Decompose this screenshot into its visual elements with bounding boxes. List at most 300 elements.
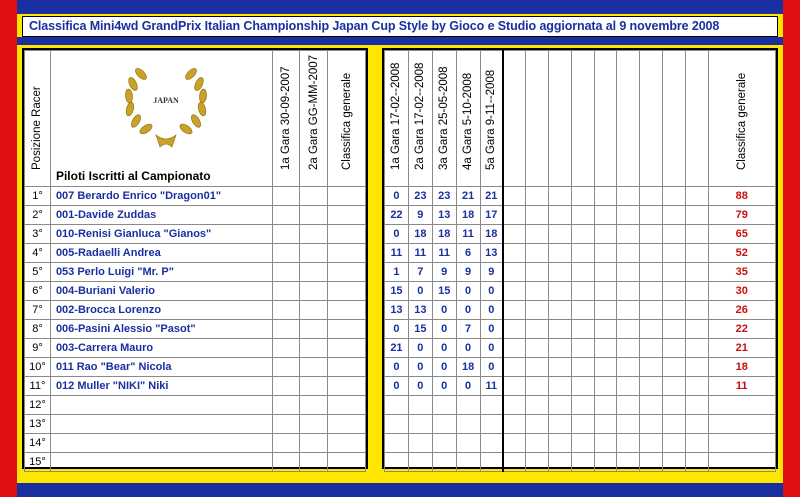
empty-cell	[571, 320, 594, 339]
race5-score-cell: 21	[480, 187, 503, 206]
race5-score-cell: 0	[480, 320, 503, 339]
position-header-label: Posizione Racer	[31, 86, 44, 170]
position-cell: 6°	[25, 282, 51, 301]
table-row	[25, 377, 366, 396]
title-bar	[22, 16, 778, 37]
empty-cell	[662, 282, 685, 301]
race2-2007-cell	[300, 282, 328, 301]
empty-cell	[617, 282, 640, 301]
empty-cell	[685, 244, 708, 263]
race3-score-cell	[432, 453, 456, 472]
empty-cell	[640, 453, 663, 472]
race3-score-cell: 0	[432, 377, 456, 396]
table-row	[385, 453, 776, 472]
empty-cell	[617, 320, 640, 339]
empty-cell	[526, 415, 549, 434]
overall-2007-header	[328, 51, 366, 187]
race1-score-cell: 0	[385, 377, 409, 396]
table-row	[385, 358, 776, 377]
race5-header	[480, 51, 503, 187]
empty-cell	[549, 358, 572, 377]
race2-score-cell: 11	[408, 244, 432, 263]
empty-cell	[685, 263, 708, 282]
red-border-right	[783, 0, 800, 497]
empty-cell	[503, 434, 526, 453]
empty-cell	[685, 320, 708, 339]
race3-header-label: 3a Gara 25-05-2008	[438, 66, 451, 170]
empty-cell	[662, 320, 685, 339]
race5-score-cell: 13	[480, 244, 503, 263]
race5-score-cell	[480, 415, 503, 434]
race1-2007-cell	[272, 320, 300, 339]
overall-2007-cell	[328, 339, 366, 358]
empty-header	[662, 51, 685, 187]
race1-2007-cell	[272, 358, 300, 377]
race3-score-cell: 11	[432, 244, 456, 263]
empty-cell	[617, 453, 640, 472]
race1-2007-cell	[272, 453, 300, 472]
empty-cell	[503, 415, 526, 434]
pilot-name-cell: 005-Radaelli Andrea	[50, 244, 272, 263]
race2-header-label: 2a Gara 17-02--2008	[414, 62, 427, 170]
table-row	[25, 434, 366, 453]
race1-score-cell: 21	[385, 339, 409, 358]
table-row	[25, 244, 366, 263]
position-header	[25, 51, 51, 187]
race4-score-cell: 0	[456, 339, 480, 358]
empty-cell	[594, 225, 617, 244]
race1-header	[385, 51, 409, 187]
race3-score-cell: 9	[432, 263, 456, 282]
race2-score-cell: 7	[408, 263, 432, 282]
empty-cell	[594, 377, 617, 396]
empty-cell	[662, 263, 685, 282]
race2-2007-cell	[300, 396, 328, 415]
empty-cell	[526, 263, 549, 282]
pilot-name-cell	[50, 453, 272, 472]
race2-2007-cell	[300, 301, 328, 320]
empty-cell	[549, 453, 572, 472]
position-cell: 13°	[25, 415, 51, 434]
race1-2007-cell	[272, 263, 300, 282]
race4-score-cell: 21	[456, 187, 480, 206]
overall-header-label: Classifica generale	[735, 72, 748, 170]
position-cell: 12°	[25, 396, 51, 415]
race2-score-cell: 0	[408, 282, 432, 301]
empty-cell	[549, 187, 572, 206]
position-cell: 3°	[25, 225, 51, 244]
overall-2007-cell	[328, 396, 366, 415]
empty-cell	[526, 434, 549, 453]
empty-header	[617, 51, 640, 187]
race4-score-cell: 18	[456, 358, 480, 377]
empty-cell	[685, 187, 708, 206]
race1-header-label: 1a Gara 17-02--2008	[390, 62, 403, 170]
overall-total-cell: 65	[708, 225, 776, 244]
empty-cell	[685, 396, 708, 415]
empty-cell	[503, 263, 526, 282]
empty-cell	[526, 396, 549, 415]
race1-2007-cell	[272, 225, 300, 244]
right-header-row	[385, 51, 776, 187]
race1-2007-cell	[272, 244, 300, 263]
overall-total-cell: 26	[708, 301, 776, 320]
pilot-name-cell: 010-Renisi Gianluca "Gianos"	[50, 225, 272, 244]
empty-cell	[617, 434, 640, 453]
empty-cell	[549, 225, 572, 244]
race2-2007-cell	[300, 453, 328, 472]
race1-score-cell: 0	[385, 225, 409, 244]
empty-cell	[549, 339, 572, 358]
overall-total-cell: 18	[708, 358, 776, 377]
pilots-header	[50, 51, 272, 187]
empty-cell	[594, 434, 617, 453]
overall-header	[708, 51, 776, 187]
empty-cell	[594, 282, 617, 301]
table-row	[25, 206, 366, 225]
empty-cell	[594, 415, 617, 434]
position-cell: 7°	[25, 301, 51, 320]
empty-cell	[594, 396, 617, 415]
overall-total-cell: 35	[708, 263, 776, 282]
empty-cell	[617, 244, 640, 263]
empty-cell	[571, 282, 594, 301]
empty-cell	[617, 225, 640, 244]
empty-cell	[526, 453, 549, 472]
empty-cell	[640, 358, 663, 377]
overall-total-cell	[708, 396, 776, 415]
pilot-name-cell: 007 Berardo Enrico "Dragon01"	[50, 187, 272, 206]
overall-total-cell: 22	[708, 320, 776, 339]
page-title: Classifica Mini4wd GrandPrix Italian Championship Japan Cup Style by Gioco e Studio aggiornata al 9 novembre 2008	[29, 19, 720, 33]
race2-2007-cell	[300, 377, 328, 396]
empty-cell	[685, 358, 708, 377]
position-cell: 10°	[25, 358, 51, 377]
empty-cell	[617, 339, 640, 358]
overall-2007-cell	[328, 358, 366, 377]
pilot-name-cell	[50, 396, 272, 415]
race3-score-cell: 0	[432, 339, 456, 358]
table-row	[385, 396, 776, 415]
race4-score-cell: 11	[456, 225, 480, 244]
race2-2007-cell	[300, 320, 328, 339]
empty-cell	[640, 339, 663, 358]
empty-cell	[685, 282, 708, 301]
overall-total-cell: 52	[708, 244, 776, 263]
race4-score-cell: 6	[456, 244, 480, 263]
pilot-name-cell: 001-Davide Zuddas	[50, 206, 272, 225]
empty-cell	[571, 244, 594, 263]
race2-score-cell: 0	[408, 339, 432, 358]
empty-cell	[640, 244, 663, 263]
empty-cell	[617, 187, 640, 206]
pilot-name-cell	[50, 415, 272, 434]
race5-score-cell	[480, 453, 503, 472]
empty-cell	[640, 225, 663, 244]
empty-cell	[549, 206, 572, 225]
red-border-left	[0, 0, 17, 497]
pilot-name-cell: 002-Brocca Lorenzo	[50, 301, 272, 320]
position-cell: 4°	[25, 244, 51, 263]
table-row	[25, 339, 366, 358]
empty-cell	[640, 434, 663, 453]
logo-text: JAPAN	[153, 96, 179, 105]
race1-score-cell: 13	[385, 301, 409, 320]
empty-cell	[685, 453, 708, 472]
empty-cell	[503, 453, 526, 472]
position-cell: 15°	[25, 453, 51, 472]
empty-cell	[685, 377, 708, 396]
blue-border-top	[17, 0, 783, 14]
race4-score-cell: 0	[456, 377, 480, 396]
table-row	[385, 339, 776, 358]
race3-score-cell: 18	[432, 225, 456, 244]
empty-cell	[571, 339, 594, 358]
table-row	[385, 301, 776, 320]
left-header-row	[25, 51, 366, 187]
race1-2007-cell	[272, 377, 300, 396]
empty-cell	[503, 377, 526, 396]
race1-2007-cell	[272, 187, 300, 206]
race1-score-cell: 1	[385, 263, 409, 282]
position-cell: 11°	[25, 377, 51, 396]
empty-cell	[617, 415, 640, 434]
race1-2007-header-label: 1a Gara 30-09-2007	[280, 66, 292, 170]
empty-header	[549, 51, 572, 187]
overall-2007-cell	[328, 301, 366, 320]
empty-cell	[594, 244, 617, 263]
empty-cell	[549, 244, 572, 263]
race5-score-cell	[480, 396, 503, 415]
table-row	[385, 244, 776, 263]
empty-cell	[526, 320, 549, 339]
left-standings-panel	[22, 48, 368, 469]
overall-2007-cell	[328, 206, 366, 225]
laurel-wreath-logo	[106, 63, 226, 158]
empty-cell	[685, 415, 708, 434]
empty-cell	[594, 301, 617, 320]
overall-2007-cell	[328, 244, 366, 263]
empty-cell	[503, 206, 526, 225]
race3-score-cell	[432, 396, 456, 415]
race2-score-cell: 9	[408, 206, 432, 225]
position-cell: 14°	[25, 434, 51, 453]
empty-cell	[662, 396, 685, 415]
race2-score-cell: 23	[408, 187, 432, 206]
position-cell: 8°	[25, 320, 51, 339]
empty-cell	[640, 187, 663, 206]
race3-score-cell	[432, 434, 456, 453]
empty-cell	[503, 339, 526, 358]
empty-cell	[503, 396, 526, 415]
empty-cell	[685, 301, 708, 320]
race1-2007-cell	[272, 396, 300, 415]
race4-score-cell: 7	[456, 320, 480, 339]
race1-score-cell: 11	[385, 244, 409, 263]
race4-score-cell: 9	[456, 263, 480, 282]
race1-score-cell: 0	[385, 187, 409, 206]
overall-2007-header-label: Classifica generale	[340, 72, 353, 170]
empty-cell	[503, 187, 526, 206]
race5-score-cell: 11	[480, 377, 503, 396]
empty-cell	[617, 396, 640, 415]
overall-total-cell	[708, 434, 776, 453]
race2-score-cell	[408, 434, 432, 453]
race5-score-cell: 18	[480, 225, 503, 244]
table-row	[385, 415, 776, 434]
pilot-name-cell	[50, 434, 272, 453]
race1-score-cell: 0	[385, 320, 409, 339]
overall-total-cell	[708, 453, 776, 472]
race2-score-cell: 15	[408, 320, 432, 339]
position-cell: 5°	[25, 263, 51, 282]
table-row	[25, 396, 366, 415]
pilots-header-label: Piloti Iscritti al Campionato	[55, 169, 211, 183]
empty-cell	[571, 225, 594, 244]
overall-total-cell: 30	[708, 282, 776, 301]
race4-score-cell	[456, 415, 480, 434]
position-cell: 2°	[25, 206, 51, 225]
empty-cell	[640, 282, 663, 301]
empty-cell	[685, 206, 708, 225]
position-cell: 1°	[25, 187, 51, 206]
race4-score-cell: 0	[456, 282, 480, 301]
empty-cell	[571, 358, 594, 377]
race4-score-cell	[456, 434, 480, 453]
race2-2007-cell	[300, 187, 328, 206]
race3-score-cell: 13	[432, 206, 456, 225]
empty-cell	[662, 377, 685, 396]
table-row	[25, 358, 366, 377]
pilot-name-cell: 012 Muller "NIKI" Niki	[50, 377, 272, 396]
empty-cell	[685, 225, 708, 244]
empty-header	[640, 51, 663, 187]
race5-header-label: 5a Gara 9-11--2008	[485, 69, 498, 170]
table-row	[385, 434, 776, 453]
empty-cell	[662, 244, 685, 263]
empty-header	[503, 51, 526, 187]
empty-cell	[503, 282, 526, 301]
empty-cell	[503, 225, 526, 244]
empty-cell	[662, 434, 685, 453]
race1-2007-cell	[272, 434, 300, 453]
empty-cell	[503, 320, 526, 339]
empty-cell	[662, 187, 685, 206]
empty-cell	[571, 396, 594, 415]
table-row	[25, 187, 366, 206]
empty-cell	[640, 320, 663, 339]
empty-cell	[549, 263, 572, 282]
race2-2007-cell	[300, 415, 328, 434]
table-row	[25, 282, 366, 301]
empty-cell	[526, 301, 549, 320]
empty-cell	[526, 187, 549, 206]
race1-score-cell: 15	[385, 282, 409, 301]
overall-2007-cell	[328, 263, 366, 282]
race4-score-cell	[456, 453, 480, 472]
race1-score-cell: 22	[385, 206, 409, 225]
race1-2007-cell	[272, 206, 300, 225]
race5-score-cell: 9	[480, 263, 503, 282]
empty-cell	[549, 396, 572, 415]
empty-cell	[594, 320, 617, 339]
race2-2007-cell	[300, 434, 328, 453]
overall-total-cell: 11	[708, 377, 776, 396]
race1-score-cell	[385, 415, 409, 434]
pilot-name-cell: 011 Rao "Bear" Nicola	[50, 358, 272, 377]
position-cell: 9°	[25, 339, 51, 358]
empty-header	[526, 51, 549, 187]
empty-cell	[617, 377, 640, 396]
race1-2007-cell	[272, 339, 300, 358]
empty-cell	[526, 377, 549, 396]
overall-total-cell: 79	[708, 206, 776, 225]
race5-score-cell: 0	[480, 301, 503, 320]
overall-total-cell: 21	[708, 339, 776, 358]
race2-score-cell	[408, 453, 432, 472]
empty-cell	[594, 358, 617, 377]
right-standings-table	[384, 50, 776, 472]
race5-score-cell	[480, 434, 503, 453]
race5-score-cell: 0	[480, 282, 503, 301]
race2-score-cell: 18	[408, 225, 432, 244]
empty-cell	[662, 415, 685, 434]
empty-cell	[617, 301, 640, 320]
empty-cell	[594, 206, 617, 225]
pilot-name-cell: 053 Perlo Luigi "Mr. P"	[50, 263, 272, 282]
overall-total-cell: 88	[708, 187, 776, 206]
race4-score-cell: 18	[456, 206, 480, 225]
blue-border-bottom	[17, 483, 783, 497]
empty-cell	[549, 434, 572, 453]
table-row	[385, 282, 776, 301]
race1-2007-header	[272, 51, 300, 187]
empty-cell	[571, 434, 594, 453]
race2-score-cell	[408, 415, 432, 434]
empty-cell	[526, 282, 549, 301]
race4-score-cell: 0	[456, 301, 480, 320]
empty-cell	[617, 206, 640, 225]
race1-2007-cell	[272, 282, 300, 301]
race1-score-cell: 0	[385, 358, 409, 377]
empty-header	[571, 51, 594, 187]
empty-cell	[640, 415, 663, 434]
empty-cell	[571, 187, 594, 206]
empty-cell	[685, 434, 708, 453]
overall-2007-cell	[328, 415, 366, 434]
empty-cell	[571, 377, 594, 396]
empty-cell	[662, 339, 685, 358]
empty-cell	[526, 206, 549, 225]
overall-total-cell	[708, 415, 776, 434]
race3-score-cell: 0	[432, 301, 456, 320]
empty-cell	[549, 377, 572, 396]
pilot-name-cell: 004-Buriani Valerio	[50, 282, 272, 301]
race1-2007-cell	[272, 301, 300, 320]
race3-score-cell: 0	[432, 320, 456, 339]
race3-header	[432, 51, 456, 187]
blue-divider	[17, 37, 783, 45]
empty-cell	[662, 453, 685, 472]
empty-cell	[549, 320, 572, 339]
empty-cell	[571, 263, 594, 282]
table-row	[25, 301, 366, 320]
race5-score-cell: 0	[480, 358, 503, 377]
empty-cell	[640, 206, 663, 225]
empty-cell	[571, 415, 594, 434]
empty-cell	[503, 301, 526, 320]
race1-2007-cell	[272, 415, 300, 434]
